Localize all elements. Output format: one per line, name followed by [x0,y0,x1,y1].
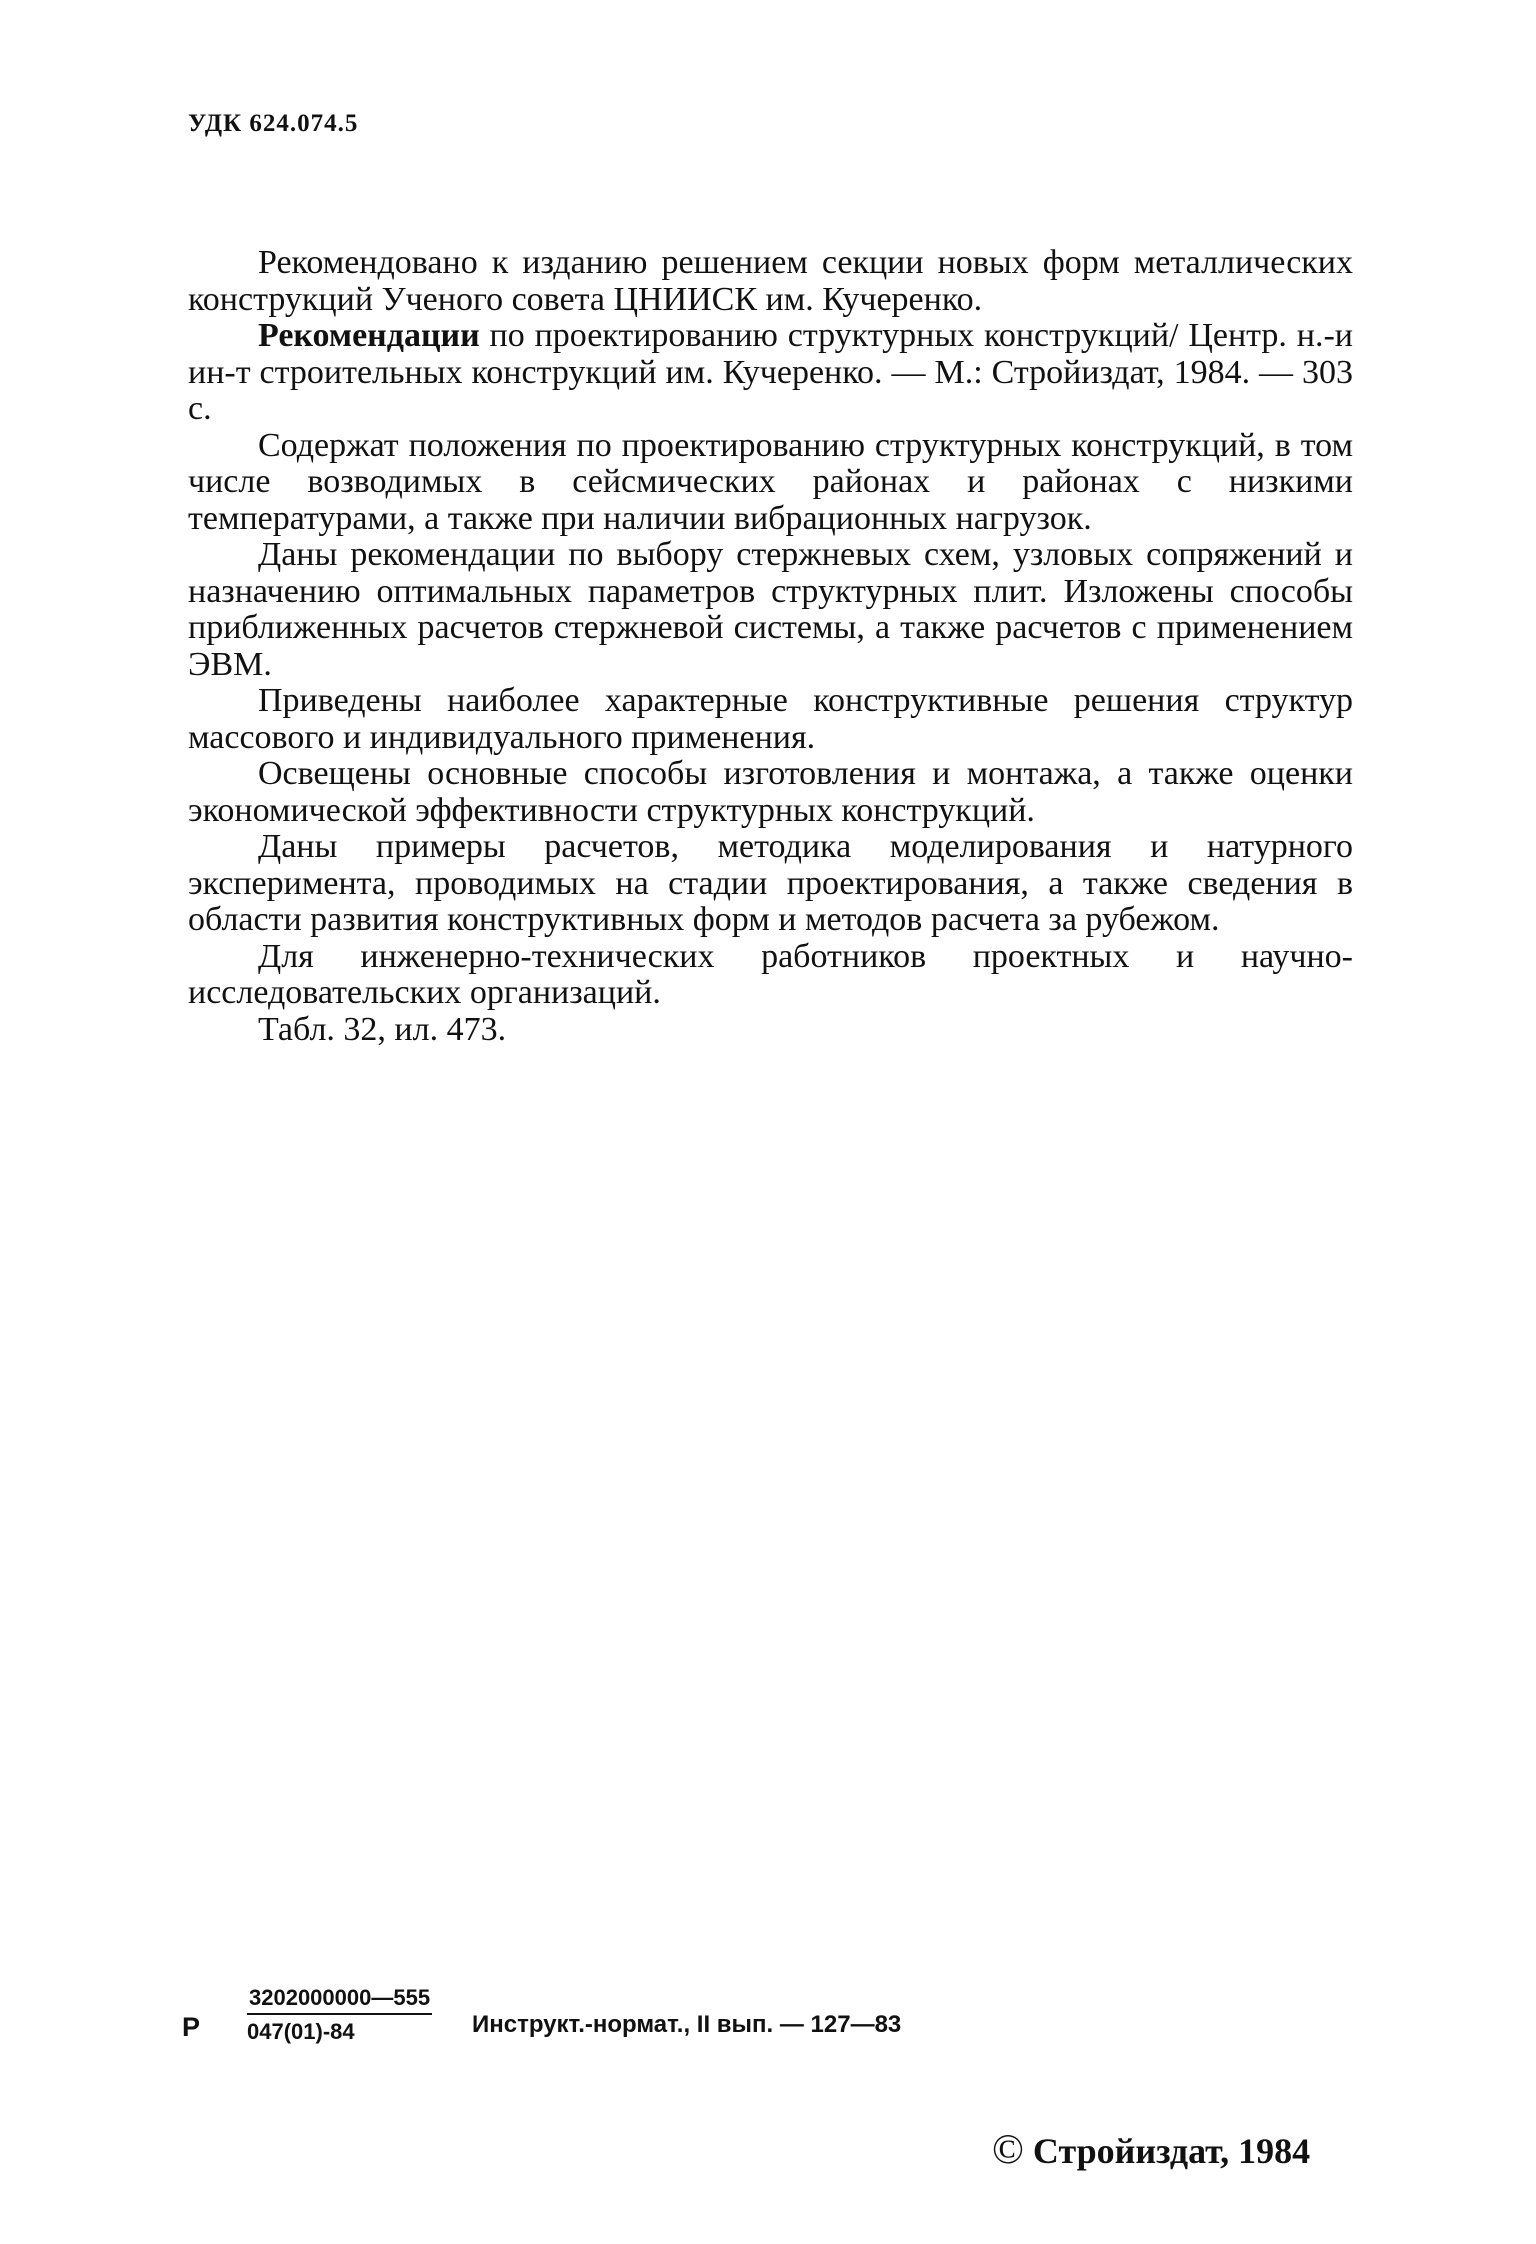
imprint-denominator: 047(01)-84 [247,2019,355,2044]
imprint-code [182,1985,1362,2065]
imprint-fraction [247,1985,432,2045]
imprint-numerator: 3202000000—555 [247,1985,432,2015]
imprint-letter: Р [182,2012,201,2042]
bibliographic-details: по проектированию структурных конструкций/ Центр. н.-и ин-т строительных конструкций им. Кучеренко. — М.: Стройиздат, 1984. — 303 с. [188,317,1353,427]
recommendation-note: Рекомендовано к изданию решением секции новых форм металлических конструкций Ученого совета ЦНИИСК им. Кучеренко. [188,244,1353,318]
abstract-paragraph: Даны рекомендации по выбору стержневых схем, узловых сопряжений и назначению оптимальных параметров структурных плит. Изложены способы приближенных расчетов стержневой системы, а также расчетов с применением ЭВМ. [188,536,1353,683]
abstract-paragraph: Приведены наиболее характерные конструктивные решения структур массового и индивидуального применения. [188,682,1353,756]
audience-note: Для инженерно-технических работников проектных и научно-исследовательских организаций. [188,937,1353,1011]
copyright-text: Стройиздат, 1984 [1023,2131,1311,2171]
bibliographic-record [188,318,1353,428]
copyright-symbol: © [992,2127,1024,2173]
udk-code: УДК 624.074.5 [188,110,359,137]
tables-illustrations-count: Табл. 32, ил. 473. [258,1010,507,1048]
abstract-paragraph: Освещены основные способы изготовления и монтажа, а также оценки экономической эффективности структурных конструкций. [188,755,1353,829]
abstract-paragraph: Содержат положения по проектированию структурных конструкций, в том числе возводимых в сейсмических районах и районах с низкими температурами, а также при наличии вибрационных нагрузок. [188,426,1353,537]
abstract-paragraph: Даны примеры расчетов, методика моделирования и натурного эксперимента, проводимых на стадии проектирования, а также сведения в области развития конструктивных форм и методов расчета за рубежом. [188,828,1353,938]
abstract [188,245,1353,1048]
imprint-series: Инструкт.-нормат., II вып. — 127—83 [472,2011,902,2038]
copyright [992,2126,1310,2174]
book-title: Рекомендации [258,317,480,354]
